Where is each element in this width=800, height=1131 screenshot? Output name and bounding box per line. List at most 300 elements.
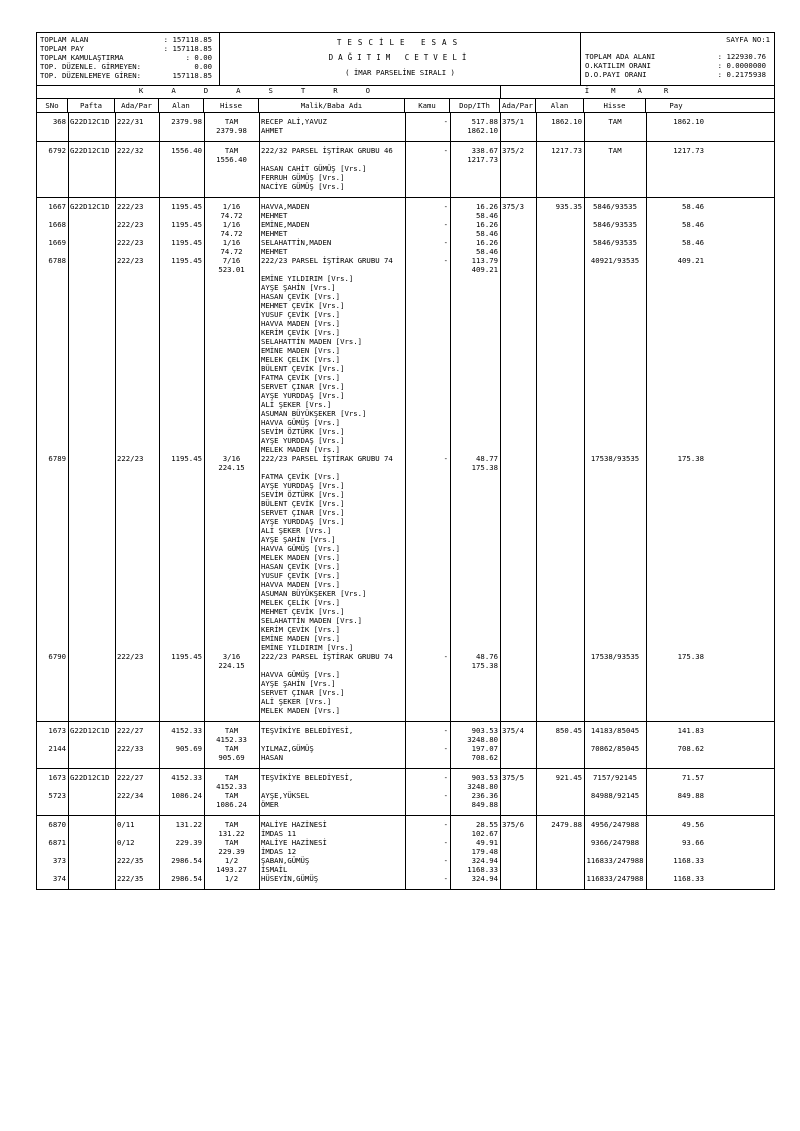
table-row	[37, 146, 774, 155]
cell-hisse: TAM	[224, 744, 239, 753]
cell-malik: EMİNE MADEN [Vrs.]	[261, 634, 341, 643]
header-field	[40, 53, 216, 62]
table-row	[37, 526, 774, 535]
col-header-pafta: Pafta	[68, 99, 115, 112]
cell-hisse: 224.15	[218, 463, 245, 472]
cell-sno: 5723	[48, 791, 66, 800]
table-row	[37, 706, 774, 715]
cell-ada-par: 0/11	[117, 820, 135, 829]
cell-malik: MELEK ÇELİK [Vrs.]	[261, 355, 341, 364]
cell-malik: SELAHATTİN MADEN [Vrs.]	[261, 337, 363, 346]
table-row	[37, 445, 774, 454]
cell-dop-ith: 409.21	[471, 265, 498, 274]
cell-imar-hisse: 7157/92145	[593, 773, 637, 782]
header-field-label: O.KATILIM ORANI	[585, 61, 651, 70]
cell-imar-hisse: 17538/93535	[590, 652, 640, 661]
cell-sno: 6792	[48, 146, 66, 155]
cell-ada-par: 222/27	[117, 773, 144, 782]
cell-hisse: 1/16	[222, 238, 241, 247]
cell-malik: BÜLENT ÇEVİK [Vrs.]	[261, 499, 345, 508]
cell-sno: 373	[52, 856, 66, 865]
cell-dop-ith: 16.26	[476, 202, 498, 211]
table-row	[37, 256, 774, 265]
cell-malik: 222/32 PARSEL İŞTİRAK GRUBU 46	[261, 146, 393, 155]
cell-sno: 6870	[48, 820, 66, 829]
table-body	[36, 113, 775, 890]
header-field-value: : 0.2175938	[717, 70, 766, 79]
table-row	[37, 791, 774, 800]
cell-dop-ith: 338.67	[471, 146, 498, 155]
cell-ada-par: 222/23	[117, 454, 144, 463]
cell-malik: SELAHATTİN MADEN [Vrs.]	[261, 616, 363, 625]
table-row	[37, 580, 774, 589]
cell-imar-alan: 1217.73	[551, 146, 582, 155]
cell-dop-ith: 3248.80	[467, 735, 498, 744]
cell-ada-par: 222/27	[117, 726, 144, 735]
document-subtitle: DAĞITIM CETVELİ	[328, 53, 472, 62]
cell-imar-ada-par: 375/4	[502, 726, 524, 735]
cell-malik: FATMA ÇEVİK [Vrs.]	[261, 472, 341, 481]
table-row	[37, 265, 774, 274]
cell-hisse: TAM	[224, 117, 239, 126]
header-field-value: : 122930.76	[717, 52, 766, 61]
table-row	[37, 373, 774, 382]
table-row	[37, 652, 774, 661]
table-row	[37, 364, 774, 373]
cell-malik: 222/23 PARSEL İŞTİRAK GRUBU 74	[261, 256, 393, 265]
cell-malik: ALİ ŞEKER [Vrs.]	[261, 400, 332, 409]
table-row	[37, 726, 774, 735]
table-row	[37, 126, 774, 135]
cell-ada-par: 0/12	[117, 838, 135, 847]
header-field-label: TOPLAM ALAN	[40, 35, 89, 44]
cell-kamu: -	[443, 773, 448, 782]
cell-malik: EMİNE YILDIRIM [Vrs.]	[261, 643, 354, 652]
cell-hisse: 74.72	[220, 229, 243, 238]
cell-kamu: -	[443, 652, 448, 661]
cell-malik: AYŞE YURDDAŞ [Vrs.]	[261, 391, 345, 400]
cell-alan: 2379.98	[171, 117, 202, 126]
cell-malik: MELEK MADEN [Vrs.]	[261, 553, 341, 562]
cell-sno: 1669	[48, 238, 66, 247]
cell-hisse: TAM	[224, 838, 239, 847]
cell-imar-hisse: TAM	[608, 117, 622, 126]
document-title: TESCİLE ESAS	[336, 38, 464, 47]
cell-sno: 6871	[48, 838, 66, 847]
cell-pafta: G22D12C1D	[70, 202, 110, 211]
cell-hisse: 3/16	[222, 454, 241, 463]
cell-malik: EMİNE MADEN [Vrs.]	[261, 346, 341, 355]
cell-imar-ada-par: 375/2	[502, 146, 524, 155]
cell-pay: 93.66	[682, 838, 704, 847]
table-row	[37, 589, 774, 598]
cell-pafta: G22D12C1D	[70, 146, 110, 155]
cell-alan: 1195.45	[171, 256, 202, 265]
cell-malik: MEHMET	[261, 229, 288, 238]
table-row	[37, 735, 774, 744]
table-row	[37, 472, 774, 481]
cell-kamu: -	[443, 820, 448, 829]
cell-pay: 849.88	[677, 791, 704, 800]
cell-hisse: 1/2	[224, 856, 239, 865]
table-row	[37, 782, 774, 791]
table-row	[37, 481, 774, 490]
table-row	[37, 847, 774, 856]
cell-pay: 1862.10	[673, 117, 704, 126]
cell-malik: AYŞE YURDDAŞ [Vrs.]	[261, 517, 345, 526]
col-header-dop-ith: Dop/ITh	[450, 99, 500, 112]
table-row	[37, 607, 774, 616]
cell-imar-alan: 935.35	[555, 202, 582, 211]
cell-dop-ith: 3248.80	[467, 782, 498, 791]
cell-malik: KERİM ÇEVİK [Vrs.]	[261, 625, 341, 634]
cell-hisse: 1/2	[224, 874, 239, 883]
cell-dop-ith: 16.26	[476, 220, 498, 229]
header-field	[585, 70, 770, 79]
cell-malik: AYŞE ŞAHİN [Vrs.]	[261, 535, 336, 544]
cell-pay: 71.57	[682, 773, 704, 782]
col-header-alan: Alan	[159, 99, 204, 112]
table-row	[37, 436, 774, 445]
cell-malik: AYŞE YURDDAŞ [Vrs.]	[261, 436, 345, 445]
table-row	[37, 238, 774, 247]
cell-pay: 141.83	[677, 726, 704, 735]
cell-pay: 1168.33	[673, 874, 704, 883]
document-header	[36, 32, 775, 86]
table-row	[37, 427, 774, 436]
cell-dop-ith: 58.46	[476, 229, 498, 238]
table-row	[37, 328, 774, 337]
cell-malik: ALİ ŞEKER [Vrs.]	[261, 526, 332, 535]
cell-malik: AYŞE YURDDAŞ [Vrs.]	[261, 481, 345, 490]
table-row	[37, 616, 774, 625]
table-row	[37, 744, 774, 753]
cell-dop-ith: 28.55	[476, 820, 498, 829]
table-row	[37, 274, 774, 283]
cell-malik: HAVVA GÜMÜŞ [Vrs.]	[261, 544, 341, 553]
cell-imar-ada-par: 375/6	[502, 820, 524, 829]
cell-imar-hisse: 5846/93535	[593, 202, 637, 211]
cell-imar-hisse: 5846/93535	[593, 220, 637, 229]
cell-malik: AYŞE ŞAHİN [Vrs.]	[261, 679, 336, 688]
table-row	[37, 400, 774, 409]
cell-dop-ith: 48.77	[476, 454, 498, 463]
table-row	[37, 283, 774, 292]
col-header-imar-alan: Alan	[536, 99, 584, 112]
cell-kamu: -	[443, 874, 448, 883]
cell-pay: 708.62	[677, 744, 704, 753]
header-field-value: 0.00	[194, 62, 212, 71]
cell-malik: HÜSEYİN,GÜMÜŞ	[261, 874, 319, 883]
cell-sno: 2144	[48, 744, 66, 753]
parcel-group	[36, 142, 775, 198]
table-row	[37, 346, 774, 355]
parcel-group	[36, 769, 775, 816]
cell-dop-ith: 48.76	[476, 652, 498, 661]
cell-dop-ith: 16.26	[476, 238, 498, 247]
cell-kamu: -	[443, 838, 448, 847]
cell-malik: AYŞE,YÜKSEL	[261, 791, 310, 800]
kadastro-section-label: KADASTRO	[37, 86, 501, 98]
cell-kamu: -	[443, 146, 448, 155]
header-field	[585, 52, 770, 61]
cell-pay: 58.46	[682, 220, 704, 229]
cell-malik: MALİYE HAZİNESİ	[261, 820, 327, 829]
table-row	[37, 865, 774, 874]
header-field-value: : 0.0000000	[717, 61, 766, 70]
cell-hisse: 523.01	[218, 265, 245, 274]
cell-malik: HAVVA MADEN [Vrs.]	[261, 580, 341, 589]
cell-imar-alan: 1862.10	[551, 117, 582, 126]
col-header-imar-ada-par: Ada/Par	[500, 99, 536, 112]
cell-imar-hisse: 116833/247988	[586, 856, 644, 865]
cell-dop-ith: 903.53	[471, 773, 498, 782]
cell-dop-ith: 903.53	[471, 726, 498, 735]
table-row	[37, 355, 774, 364]
header-field	[40, 62, 216, 71]
cell-dop-ith: 849.88	[471, 800, 498, 809]
cell-imar-hisse: 4956/247988	[590, 820, 640, 829]
cell-dop-ith: 175.38	[471, 463, 498, 472]
cell-hisse: TAM	[224, 773, 239, 782]
cell-malik: SERVET ÇINAR [Vrs.]	[261, 688, 345, 697]
cell-alan: 1195.45	[171, 220, 202, 229]
cell-hisse: 1493.27	[216, 865, 247, 874]
cell-sno: 1667	[48, 202, 66, 211]
cell-malik: SERVET ÇINAR [Vrs.]	[261, 382, 345, 391]
header-field	[585, 61, 770, 70]
cell-hisse: 7/16	[222, 256, 241, 265]
header-field	[40, 71, 216, 80]
cell-alan: 1195.45	[171, 202, 202, 211]
cell-dop-ith: 324.94	[471, 856, 498, 865]
table-row	[37, 292, 774, 301]
cell-ada-par: 222/35	[117, 856, 144, 865]
cell-kamu: -	[443, 454, 448, 463]
table-row	[37, 553, 774, 562]
table-row	[37, 661, 774, 670]
cell-malik: ASUMAN BÜYÜKŞEKER [Vrs.]	[261, 589, 367, 598]
table-row	[37, 571, 774, 580]
cell-imar-hisse: 70862/85045	[590, 744, 640, 753]
cell-kamu: -	[443, 856, 448, 865]
cell-pay: 49.56	[682, 820, 704, 829]
cell-malik: YUSUF ÇEVİK [Vrs.]	[261, 310, 341, 319]
cell-sno: 6789	[48, 454, 66, 463]
cell-malik: 222/23 PARSEL İŞTİRAK GRUBU 74	[261, 652, 393, 661]
cell-malik: MELEK MADEN [Vrs.]	[261, 706, 341, 715]
cell-kamu: -	[443, 744, 448, 753]
parcel-group	[36, 198, 775, 722]
section-bar	[36, 86, 775, 99]
table-row	[37, 202, 774, 211]
table-row	[37, 409, 774, 418]
cell-kamu: -	[443, 726, 448, 735]
cell-imar-ada-par: 375/3	[502, 202, 524, 211]
table-row	[37, 625, 774, 634]
ada-summary-block	[581, 33, 774, 85]
cell-kamu: -	[443, 202, 448, 211]
cell-hisse: 224.15	[218, 661, 245, 670]
cell-alan: 2986.54	[171, 856, 202, 865]
cell-pay: 1217.73	[673, 146, 704, 155]
cell-ada-par: 222/23	[117, 202, 144, 211]
col-header-imar-hisse: Hisse	[584, 99, 646, 112]
cell-malik: TEŞVİKİYE BELEDİYESİ,	[261, 726, 354, 735]
cell-hisse: 131.22	[218, 829, 245, 838]
cell-malik: AYŞE ŞAHİN [Vrs.]	[261, 283, 336, 292]
cell-kamu: -	[443, 220, 448, 229]
column-header-row	[36, 99, 775, 113]
imar-section-label: İMAR	[584, 86, 691, 95]
cell-imar-hisse: 17538/93535	[590, 454, 640, 463]
header-field-value: 157118.85	[172, 71, 212, 80]
cell-alan: 1195.45	[171, 652, 202, 661]
col-header-hisse: Hisse	[204, 99, 259, 112]
cell-kamu: -	[443, 791, 448, 800]
cell-malik: HAVVA MADEN [Vrs.]	[261, 319, 341, 328]
table-row	[37, 820, 774, 829]
cell-alan: 1086.24	[171, 791, 202, 800]
cell-malik: MEHMET ÇEVİK [Vrs.]	[261, 607, 345, 616]
table-row	[37, 874, 774, 883]
table-row	[37, 247, 774, 256]
header-field-label: TOP. DÜZENLE. GİRMEYEN:	[40, 62, 142, 71]
cell-hisse: 4152.33	[216, 735, 247, 744]
cell-malik: EMİNE YILDIRIM [Vrs.]	[261, 274, 354, 283]
table-row	[37, 463, 774, 472]
table-row	[37, 391, 774, 400]
table-row	[37, 856, 774, 865]
cell-dop-ith: 113.79	[471, 256, 498, 265]
cell-ada-par: 222/35	[117, 874, 144, 883]
header-field-label: TOPLAM KAMULAŞTIRMA	[40, 53, 124, 62]
cell-pafta: G22D12C1D	[70, 117, 110, 126]
table-row	[37, 517, 774, 526]
cell-ada-par: 222/34	[117, 791, 144, 800]
table-row	[37, 164, 774, 173]
cell-imar-ada-par: 375/5	[502, 773, 524, 782]
cell-malik: AHMET	[261, 126, 283, 135]
cell-sno: 368	[52, 117, 66, 126]
cell-malik: MALİYE HAZİNESİ	[261, 838, 327, 847]
cell-alan: 4152.33	[171, 726, 202, 735]
cell-imar-hisse: 116833/247988	[586, 874, 644, 883]
cell-hisse: TAM	[224, 146, 239, 155]
title-block	[220, 33, 581, 85]
cell-ada-par: 222/23	[117, 238, 144, 247]
cell-hisse: TAM	[224, 820, 239, 829]
cell-dop-ith: 236.36	[471, 791, 498, 800]
table-row	[37, 679, 774, 688]
table-row	[37, 182, 774, 191]
cell-sno: 6788	[48, 256, 66, 265]
cell-kamu: -	[443, 238, 448, 247]
cell-pay: 409.21	[677, 256, 704, 265]
cell-ada-par: 222/32	[117, 146, 144, 155]
cell-malik: FATMA ÇEVİK [Vrs.]	[261, 373, 341, 382]
cell-malik: ASUMAN BÜYÜKŞEKER [Vrs.]	[261, 409, 367, 418]
cell-pay: 175.38	[677, 652, 704, 661]
cell-malik: İMDAS 11	[261, 829, 297, 838]
table-row	[37, 454, 774, 463]
cell-imar-hisse: TAM	[608, 146, 622, 155]
cell-kamu: -	[443, 256, 448, 265]
col-header-kamu: Kamu	[405, 99, 450, 112]
totals-block	[37, 33, 220, 85]
table-row	[37, 117, 774, 126]
cell-hisse: 1556.40	[216, 155, 247, 164]
table-row	[37, 211, 774, 220]
cell-hisse: 4152.33	[216, 782, 247, 791]
header-field-label: TOP. DÜZENLEMEYE GİREN:	[40, 71, 142, 80]
cell-pay: 58.46	[682, 238, 704, 247]
cell-malik: ÖMER	[261, 800, 279, 809]
parcel-group	[36, 113, 775, 142]
cell-malik: FERRUH GÜMÜŞ [Vrs.]	[261, 173, 345, 182]
table-row	[37, 229, 774, 238]
cell-alan: 905.69	[175, 744, 202, 753]
cell-hisse: 1/16	[222, 220, 241, 229]
table-row	[37, 535, 774, 544]
table-row	[37, 670, 774, 679]
cell-sno: 374	[52, 874, 66, 883]
cell-dop-ith: 58.46	[476, 247, 498, 256]
cell-dop-ith: 1862.10	[467, 126, 498, 135]
table-row	[37, 800, 774, 809]
cell-ada-par: 222/33	[117, 744, 144, 753]
cell-ada-par: 222/31	[117, 117, 144, 126]
cell-malik: MEHMET	[261, 211, 288, 220]
cell-malik: TEŞVİKİYE BELEDİYESİ,	[261, 773, 354, 782]
cell-alan: 4152.33	[171, 773, 202, 782]
cell-hisse: 3/16	[222, 652, 241, 661]
cell-malik: SELAHATTİN,MADEN	[261, 238, 332, 247]
cell-malik: HASAN CAHİT GÜMÜŞ [Vrs.]	[261, 164, 367, 173]
header-field-label: TOPLAM ADA ALANI	[585, 52, 656, 61]
col-header-pay: Pay	[669, 101, 683, 110]
cell-imar-ada-par: 375/1	[502, 117, 524, 126]
cell-malik: EMİNE,MADEN	[261, 220, 310, 229]
table-row	[37, 382, 774, 391]
cell-dop-ith: 102.67	[471, 829, 498, 838]
table-row	[37, 319, 774, 328]
cell-malik: MEHMET	[261, 247, 288, 256]
cell-malik: SEVİM ÖZTÜRK [Vrs.]	[261, 427, 345, 436]
cell-malik: HAVVA,MADEN	[261, 202, 310, 211]
header-field	[40, 44, 216, 53]
table-row	[37, 634, 774, 643]
cell-dop-ith: 175.38	[471, 661, 498, 670]
table-row	[37, 155, 774, 164]
table-row	[37, 337, 774, 346]
cell-dop-ith: 58.46	[476, 211, 498, 220]
cell-malik: MEHMET ÇEVİK [Vrs.]	[261, 301, 345, 310]
cell-ada-par: 222/23	[117, 220, 144, 229]
cell-dop-ith: 1217.73	[467, 155, 498, 164]
table-row	[37, 829, 774, 838]
table-row	[37, 310, 774, 319]
header-field-label: D.O.PAYI ORANI	[585, 70, 647, 79]
cell-alan: 1556.40	[171, 146, 202, 155]
table-row	[37, 508, 774, 517]
table-row	[37, 220, 774, 229]
cell-malik: HASAN ÇEVİK [Vrs.]	[261, 292, 341, 301]
cell-malik: ŞABAN,GÜMÜŞ	[261, 856, 310, 865]
cell-imar-hisse: 9366/247988	[590, 838, 640, 847]
cell-malik: 222/23 PARSEL İŞTİRAK GRUBU 74	[261, 454, 393, 463]
cell-pay: 175.38	[677, 454, 704, 463]
